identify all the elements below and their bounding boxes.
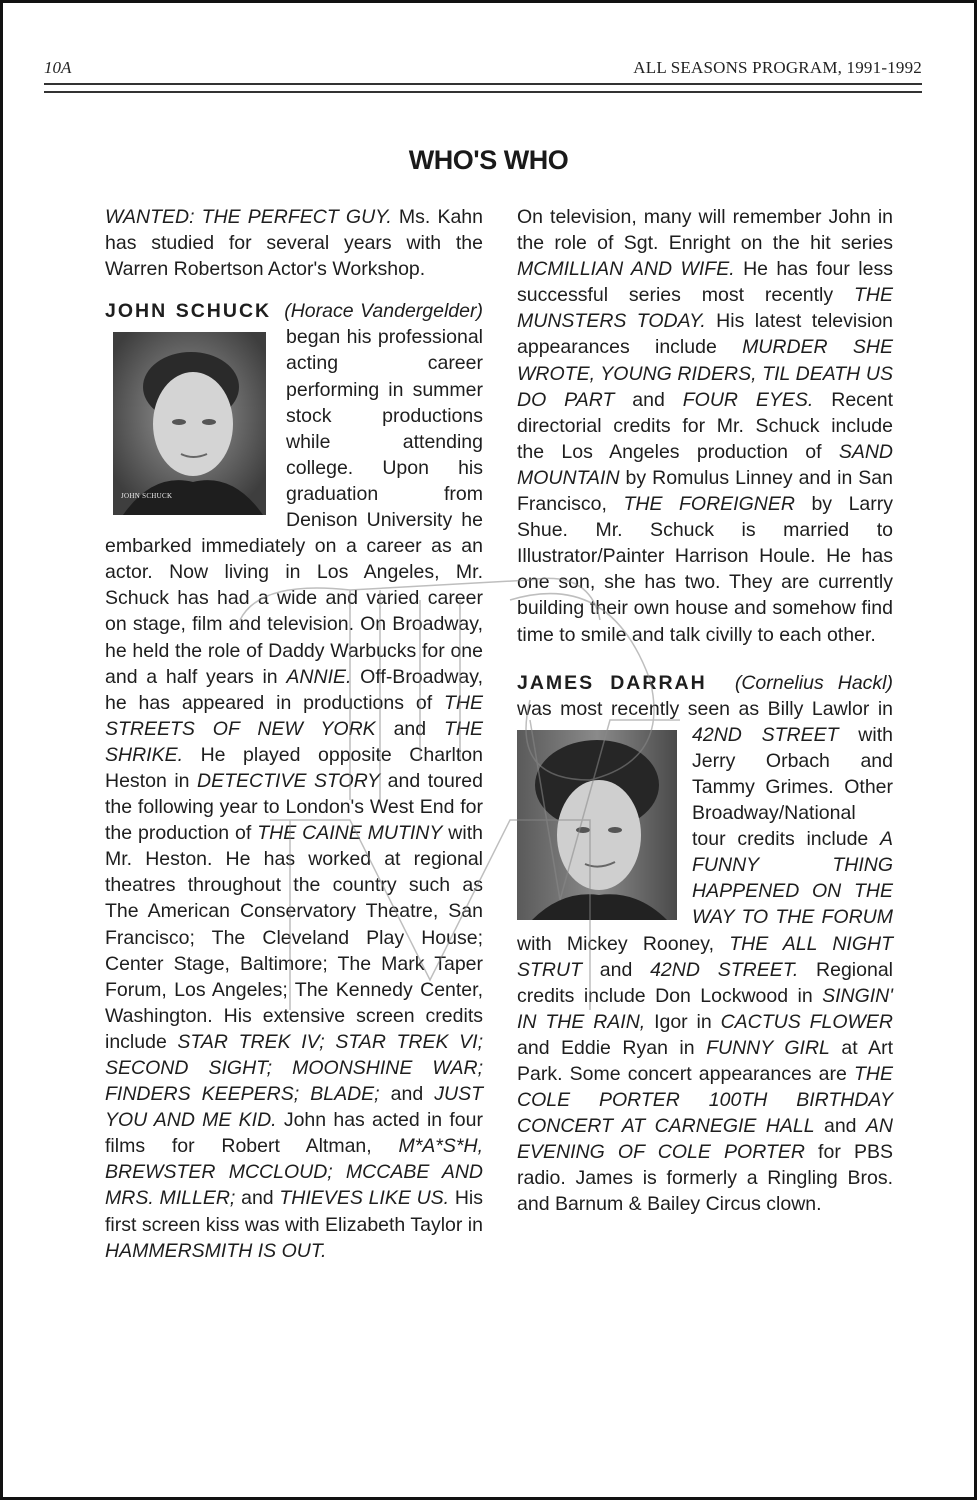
right-column	[517, 204, 893, 1218]
role-name: (Horace Vandergelder)	[284, 300, 483, 323]
actor-name: JOHN SCHUCK	[105, 300, 272, 323]
program-title: ALL SEASONS PROGRAM, 1991-1992	[633, 58, 922, 77]
header-rule-bottom	[44, 91, 922, 93]
page-title: WHO'S WHO	[408, 145, 569, 175]
header-rule-top	[44, 83, 922, 85]
john-schuck-photo	[113, 332, 266, 515]
page-header	[44, 58, 922, 82]
actor-name: JAMES DARRAH	[517, 671, 707, 694]
left-column	[105, 204, 483, 1264]
james-darrah-photo	[517, 730, 677, 920]
schuck-bio-continued: On television, many will remember John in the role of Sgt. Enright on the hit series MCMILLIAN AND WIFE. He has four less successful series most recently THE MUNSTERS TODAY. His latest television appearances include MURDER SHE WROTE, YOUNG RIDERS, TIL DEATH US DO PART and FOUR EYES. Recent directorial credits for Mr. Schuck include the Los Angeles production of SAND MOUNTAIN by Romulus Linney and in San Francisco, THE FOREIGNER by Larry Shue. Mr. Schuck is married to Illustrator/Painter Harrison Houle. He has one son, she has two. They are currently building their own house and somehow find time to smile and talk civilly to each other.	[517, 206, 894, 646]
page-number: 10A	[44, 58, 72, 77]
photo-caption: JOHN SCHUCK	[121, 492, 173, 501]
schuck-bio: JOHN SCHUCK (Horace Vandergelder) JOHN SCHUCK began his professional acting career performing in summer stock productions while attending college. Upon his graduation from Denison University he embarked immediately on a career as an actor. Now living in Los Angeles, Mr. Schuck has had a wide and varied career on stage, film and television. On Broadway, he held the role of Daddy Warbucks for one and a half years in ANNIE. Off-Broadway, he has appeared in productions of THE STREETS OF NEW YORK and THE SHRIKE. He played opposite Charlton Heston in DETECTIVE STORY and toured the following year to London's West End for the production of THE CAINE MUTINY with Mr. Heston. He has worked at regional theatres throughout the country such as The American Conservatory Theatre, San Francisco; The Cleveland Play House; Center Stage, Baltimore; The Mark Taper Forum, Los Angeles; The Kennedy Center, Washington. His extensive screen credits include STAR TREK IV; STAR TREK VI; SECOND SIGHT; MOONSHINE WAR; FINDERS KEEPERS; BLADE; and JUST YOU AND ME KID. John has acted in four films for Robert Altman, M*A*S*H, BREWSTER MCCLOUD; MCCABE AND MRS. MILLER; and THIEVES LIKE US. His first screen kiss was with Elizabeth Taylor in HAMMERSMITH IS OUT.	[105, 300, 484, 1262]
show-title: WANTED: THE PERFECT GUY.	[105, 206, 392, 228]
role-name: (Cornelius Hackl)	[734, 671, 893, 694]
kahn-bio-end: WANTED: THE PERFECT GUY. Ms. Kahn has studied for several years with the Warren Robertson Actor's Workshop.	[105, 206, 484, 281]
darrah-bio: JAMES DARRAH (Cornelius Hackl) was most recently seen as Billy Lawlor in 42ND STREET with Jerry Orbach and Tammy Grimes. Other Broadway/National tour credits include A FUNNY THING HAPPENED ON THE WAY TO THE FORUM with Mickey Rooney, THE ALL NIGHT STRUT and 42ND STREET. Regional credits include Don Lockwood in SINGIN' IN THE RAIN, Igor in CACTUS FLOWER and Eddie Ryan in FUNNY GIRL at Art Park. Some concert appearances are THE COLE PORTER 100TH BIRTHDAY CONCERT AT CARNEGIE HALL and AN EVENING OF COLE PORTER for PBS radio. James is formerly a Ringling Bros. and Barnum & Bailey Circus clown.	[517, 671, 894, 1216]
